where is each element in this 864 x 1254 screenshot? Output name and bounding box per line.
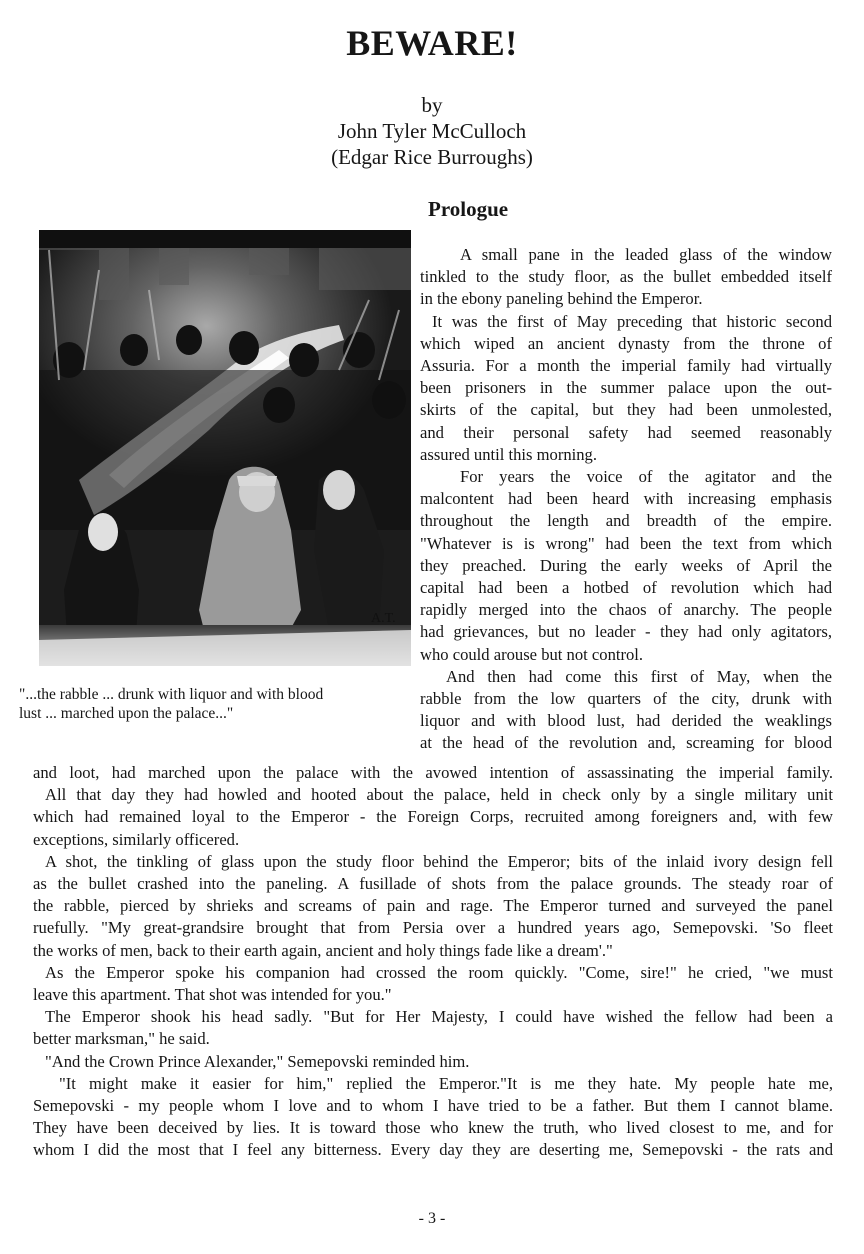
illustration-mob-scene: [39, 230, 411, 666]
text-line: exceptions, similarly officered.: [33, 829, 240, 849]
text-line: better marksman," he said.: [33, 1029, 210, 1049]
text-line: assured until this morning.: [420, 444, 597, 464]
illustration-signature: A.T.: [371, 611, 396, 626]
text-line: as the bullet crashed into the paneling. A fusillade of shots from the palace grounds. The steady roar of: [33, 874, 833, 894]
page-number: - 3 -: [418, 1210, 446, 1227]
text-line: rapidly merged into the chaos of anarchy. The people: [420, 600, 832, 620]
text-line: Semepovski - my people whom I love and to whom I have tried to be a father. But them I cannot blame.: [33, 1096, 833, 1116]
text-line: throughout the length and breadth of the empire.: [420, 511, 832, 531]
text-line: they preached. During the early weeks of April the: [420, 555, 832, 575]
story-title: BEWARE!: [346, 23, 518, 63]
text-line: at the head of the revolution and, screaming for blood: [420, 733, 832, 753]
text-line: ruefully. "My great-grandsire brought that from Persia over a hundred years ago, Semepovski. 'So fleet: [33, 918, 833, 938]
byline-author: John Tyler McCulloch: [337, 119, 527, 143]
text-line: A small pane in the leaded glass of the window: [460, 245, 832, 264]
text-line: and their personal safety had seemed reasonably: [420, 422, 832, 442]
text-line: "Whatever is is wrong" had been the text from which: [420, 533, 832, 553]
byline-pseudonym: (Edgar Rice Burroughs): [331, 145, 533, 169]
byline-by: by: [421, 93, 443, 117]
text-line: For years the voice of the agitator and the: [460, 467, 832, 487]
text-line: skirts of the capital, but they had been unmolested,: [420, 400, 832, 420]
text-line: leave this apartment. That shot was intended for you.": [33, 985, 392, 1005]
text-line: "And the Crown Prince Alexander," Semepovski reminded him.: [45, 1051, 470, 1071]
caption-line: "...the rabble ... drunk with liquor and with blood: [19, 686, 324, 703]
full-width-text: [33, 762, 833, 1162]
text-line: "It might make it easier for him," replied the Emperor."It is me they hate. My people hate me,: [59, 1073, 833, 1093]
text-line: whom I did the most that I feel any bitterness. Every day they are deserting me, Semepovski - the rats and: [33, 1140, 833, 1160]
caption-line: lust ... marched upon the palace...": [19, 705, 234, 722]
text-line: who could arouse but not control.: [420, 644, 644, 664]
illustration-drawing: [39, 230, 411, 666]
text-line: A shot, the tinkling of glass upon the study floor behind the Emperor; bits of the inlaid ivory design fell: [45, 851, 833, 871]
text-line: been prisoners in the summer palace upon the out-: [420, 378, 832, 398]
text-line: liquor and with blood lust, had derided the weaklings: [420, 711, 832, 731]
illustration-caption: [19, 685, 411, 723]
text-line: All that day they had howled and hooted about the palace, held in check only by a single military unit: [45, 785, 833, 805]
text-line: malcontent had been heard with increasing emphasis: [420, 489, 832, 509]
text-line: the rabble, pierced by shrieks and screams of pain and rage. The Emperor turned and surveyed the panel: [33, 896, 833, 916]
byline: [0, 92, 864, 170]
section-heading-prologue: Prologue: [428, 197, 509, 221]
text-line: The Emperor shook his head sadly. "But for Her Majesty, I could have wished the fellow had been a: [45, 1007, 833, 1027]
right-column-text: [420, 244, 832, 755]
text-line: As the Emperor spoke his companion had crossed the room quickly. "Come, sire!" he cried, "we must: [45, 962, 833, 982]
text-line: tinkled to the study floor, as the bullet embedded itself: [420, 267, 832, 287]
text-line: and loot, had marched upon the palace with the avowed intention of assassinating the imperial family.: [33, 763, 833, 782]
text-line: Assuria. For a month the imperial family had virtually: [420, 356, 832, 376]
text-line: It was the first of May preceding that historic second: [432, 311, 832, 331]
text-line: the works of men, back to their earth again, ancient and holy things fade like a dream'.": [33, 940, 613, 960]
text-line: rabble from the low quarters of the city, drunk with: [420, 689, 832, 709]
text-line: capital had been a hotbed of revolution which had: [420, 578, 832, 598]
text-line: which wiped an ancient dynasty from the throne of: [420, 333, 832, 353]
text-line: which had remained loyal to the Emperor - the Foreign Corps, recruited among foreigners and, with few: [33, 807, 833, 827]
text-line: had grievances, but no leader - they had only agitators,: [420, 622, 832, 642]
text-line: They have been deceived by lies. It is toward those who knew the truth, who lived closest to me, and for: [33, 1118, 833, 1138]
text-line: And then had come this first of May, when the: [446, 666, 832, 686]
text-line: in the ebony paneling behind the Emperor.: [420, 289, 703, 309]
